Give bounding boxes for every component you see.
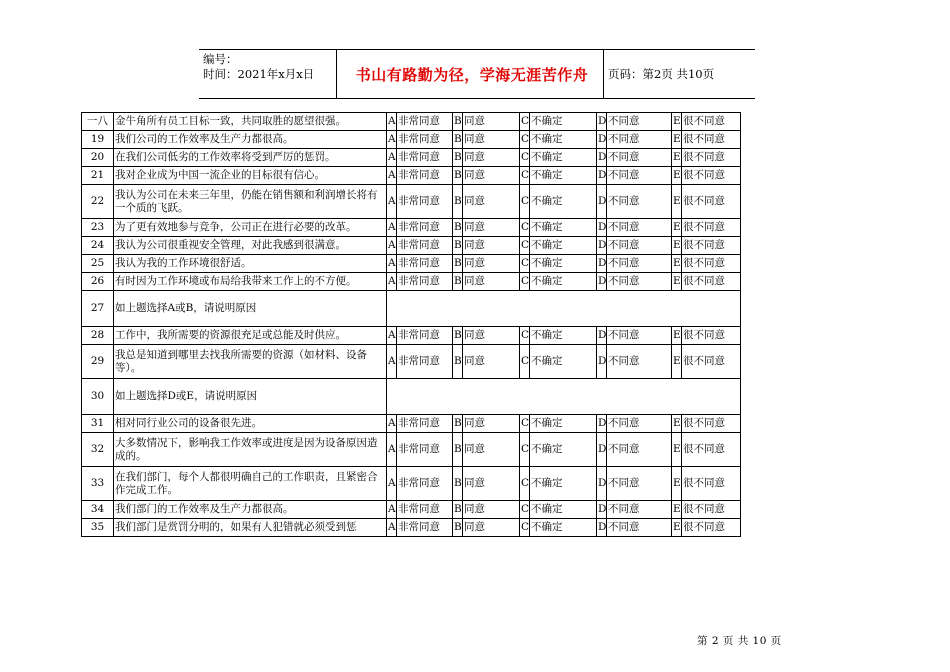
option-letter[interactable]: B (453, 219, 463, 237)
question-number: 33 (82, 467, 114, 501)
option-label[interactable]: 很不同意 (682, 501, 741, 519)
option-label[interactable]: 很不同意 (682, 255, 741, 273)
time-label: 时间：2021年x月x日 (203, 67, 315, 81)
option-label[interactable]: 同意 (463, 415, 520, 433)
option-letter[interactable]: D (597, 345, 607, 379)
question-number: 25 (82, 255, 114, 273)
question-row (82, 467, 741, 501)
question-text: 在我们公司低劣的工作效率将受到严厉的惩罚。 (114, 149, 387, 167)
option-label[interactable]: 非常同意 (397, 273, 453, 291)
option-letter[interactable]: E (672, 273, 682, 291)
header-meta (203, 52, 314, 82)
option-label[interactable]: 不确定 (530, 149, 597, 167)
option-letter[interactable]: D (597, 131, 607, 149)
option-letter[interactable]: D (597, 433, 607, 467)
option-label[interactable]: 不确定 (530, 501, 597, 519)
option-letter[interactable]: C (520, 131, 530, 149)
serial-label: 编号： (203, 52, 238, 66)
question-text: 金牛角所有员工目标一致，共同取胜的愿望很强。 (114, 113, 387, 131)
option-letter[interactable]: E (672, 519, 682, 537)
option-letter[interactable]: D (597, 113, 607, 131)
option-letter[interactable]: A (387, 501, 397, 519)
option-label[interactable]: 同意 (463, 131, 520, 149)
option-letter[interactable]: C (520, 255, 530, 273)
question-row (82, 237, 741, 255)
option-label[interactable]: 不同意 (607, 327, 672, 345)
option-letter[interactable]: D (597, 167, 607, 185)
option-label[interactable]: 同意 (463, 167, 520, 185)
option-label[interactable]: 非常同意 (397, 237, 453, 255)
option-letter[interactable]: E (672, 149, 682, 167)
question-number: 30 (82, 379, 114, 415)
option-label[interactable]: 同意 (463, 237, 520, 255)
option-letter[interactable]: D (597, 327, 607, 345)
option-label[interactable]: 不确定 (530, 185, 597, 219)
option-label[interactable]: 非常同意 (397, 327, 453, 345)
question-text: 有时因为工作环境或布局给我带来工作上的不方便。 (114, 273, 387, 291)
question-number: 32 (82, 433, 114, 467)
option-letter[interactable]: A (387, 219, 397, 237)
option-label[interactable]: 不同意 (607, 345, 672, 379)
question-number: 21 (82, 167, 114, 185)
option-letter[interactable]: D (597, 519, 607, 537)
option-letter[interactable]: B (453, 237, 463, 255)
option-label[interactable]: 非常同意 (397, 433, 453, 467)
option-letter[interactable]: B (453, 167, 463, 185)
option-letter[interactable]: C (520, 327, 530, 345)
option-label[interactable]: 不同意 (607, 501, 672, 519)
option-label[interactable]: 非常同意 (397, 219, 453, 237)
option-letter[interactable]: C (520, 219, 530, 237)
option-label[interactable]: 很不同意 (682, 467, 741, 501)
option-letter[interactable]: E (672, 345, 682, 379)
option-letter[interactable]: E (672, 415, 682, 433)
question-row (82, 345, 741, 379)
option-label[interactable]: 不同意 (607, 167, 672, 185)
page-footer: 第 2 页 共 10 页 (697, 635, 782, 647)
option-letter[interactable]: E (672, 131, 682, 149)
option-letter[interactable]: B (453, 519, 463, 537)
option-label[interactable]: 非常同意 (397, 501, 453, 519)
option-label[interactable]: 同意 (463, 327, 520, 345)
option-label[interactable]: 很不同意 (682, 167, 741, 185)
option-letter[interactable]: A (387, 237, 397, 255)
option-label[interactable]: 同意 (463, 467, 520, 501)
option-letter[interactable]: B (453, 255, 463, 273)
option-label[interactable]: 不同意 (607, 273, 672, 291)
option-label[interactable]: 不同意 (607, 255, 672, 273)
question-text: 为了更有效地参与竞争，公司正在进行必要的改革。 (114, 219, 387, 237)
option-label[interactable]: 不同意 (607, 113, 672, 131)
option-letter[interactable]: C (520, 237, 530, 255)
option-label[interactable]: 很不同意 (682, 327, 741, 345)
option-letter[interactable]: B (453, 467, 463, 501)
option-letter[interactable]: A (387, 433, 397, 467)
option-letter[interactable]: C (520, 433, 530, 467)
question-row (82, 415, 741, 433)
question-row (82, 113, 741, 131)
survey-table (81, 112, 741, 537)
option-letter[interactable]: D (597, 467, 607, 501)
question-text: 相对同行业公司的设备很先进。 (114, 415, 387, 433)
question-text: 工作中，我所需要的资源很充足或总能及时供应。 (114, 327, 387, 345)
option-letter[interactable]: D (597, 149, 607, 167)
header-motto: 书山有路勤为径，学海无涯苦作舟 (355, 65, 589, 84)
option-letter[interactable]: B (453, 345, 463, 379)
option-label[interactable]: 不确定 (530, 345, 597, 379)
option-label[interactable]: 不同意 (607, 149, 672, 167)
option-letter[interactable]: E (672, 237, 682, 255)
question-text: 我们部门的工作效率及生产力都很高。 (114, 501, 387, 519)
option-letter[interactable]: B (453, 131, 463, 149)
option-letter[interactable]: E (672, 327, 682, 345)
question-text: 我认为公司很重视安全管理，对此我感到很满意。 (114, 237, 387, 255)
option-letter[interactable]: C (520, 519, 530, 537)
option-letter[interactable]: E (672, 167, 682, 185)
question-text: 在我们部门，每个人都很明确自己的工作职责，且紧密合作完成工作。 (114, 467, 387, 501)
question-text: 大多数情况下，影响我工作效率或进度是因为设备原因造成的。 (114, 433, 387, 467)
option-letter[interactable]: C (520, 345, 530, 379)
option-label[interactable]: 非常同意 (397, 167, 453, 185)
page-header (199, 49, 755, 99)
question-row (82, 291, 741, 327)
question-text: 我对企业成为中国一流企业的目标很有信心。 (114, 167, 387, 185)
option-label[interactable]: 不同意 (607, 433, 672, 467)
option-label[interactable]: 不确定 (530, 519, 597, 537)
reason-answer-field[interactable] (387, 379, 741, 415)
option-letter[interactable]: B (453, 273, 463, 291)
question-number: 29 (82, 345, 114, 379)
option-label[interactable]: 很不同意 (682, 113, 741, 131)
question-text: 如上题选择A或B，请说明原因 (114, 291, 387, 327)
option-label[interactable]: 同意 (463, 501, 520, 519)
option-label[interactable]: 非常同意 (397, 415, 453, 433)
option-letter[interactable]: A (387, 167, 397, 185)
option-label[interactable]: 不确定 (530, 131, 597, 149)
option-letter[interactable]: A (387, 467, 397, 501)
option-label[interactable]: 不确定 (530, 433, 597, 467)
option-label[interactable]: 同意 (463, 255, 520, 273)
option-letter[interactable]: B (453, 185, 463, 219)
option-letter[interactable]: E (672, 113, 682, 131)
option-letter[interactable]: E (672, 185, 682, 219)
option-letter[interactable]: B (453, 433, 463, 467)
reason-answer-field[interactable] (387, 291, 741, 327)
question-number: 一八 (82, 113, 114, 131)
option-label[interactable]: 同意 (463, 219, 520, 237)
option-label[interactable]: 不同意 (607, 185, 672, 219)
option-letter[interactable]: E (672, 501, 682, 519)
option-label[interactable]: 不同意 (607, 415, 672, 433)
option-label[interactable]: 很不同意 (682, 237, 741, 255)
option-letter[interactable]: B (453, 149, 463, 167)
option-letter[interactable]: A (387, 519, 397, 537)
option-label[interactable]: 很不同意 (682, 219, 741, 237)
option-label[interactable]: 同意 (463, 185, 520, 219)
option-label[interactable]: 不确定 (530, 167, 597, 185)
header-page-code: 页码：第2页 共10页 (608, 67, 715, 81)
option-letter[interactable]: B (453, 501, 463, 519)
option-label[interactable]: 不确定 (530, 113, 597, 131)
question-row (82, 185, 741, 219)
question-number: 28 (82, 327, 114, 345)
question-row (82, 519, 741, 537)
option-label[interactable]: 同意 (463, 345, 520, 379)
question-number: 19 (82, 131, 114, 149)
option-label[interactable]: 很不同意 (682, 185, 741, 219)
option-label[interactable]: 不确定 (530, 467, 597, 501)
option-label[interactable]: 非常同意 (397, 345, 453, 379)
option-letter[interactable]: A (387, 415, 397, 433)
question-text: 我们公司的工作效率及生产力都很高。 (114, 131, 387, 149)
option-label[interactable]: 不确定 (530, 273, 597, 291)
option-letter[interactable]: C (520, 149, 530, 167)
option-letter[interactable]: A (387, 149, 397, 167)
question-text: 我认为公司在未来三年里，仍能在销售额和利润增长将有一个质的飞跃。 (114, 185, 387, 219)
option-label[interactable]: 同意 (463, 149, 520, 167)
option-label[interactable]: 很不同意 (682, 345, 741, 379)
question-text: 如上题选择D或E，请说明原因 (114, 379, 387, 415)
option-letter[interactable]: C (520, 467, 530, 501)
question-row (82, 219, 741, 237)
option-label[interactable]: 很不同意 (682, 149, 741, 167)
option-letter[interactable]: D (597, 219, 607, 237)
option-letter[interactable]: A (387, 327, 397, 345)
option-letter[interactable]: A (387, 131, 397, 149)
option-label[interactable]: 非常同意 (397, 149, 453, 167)
question-row (82, 379, 741, 415)
option-letter[interactable]: D (597, 237, 607, 255)
option-letter[interactable]: A (387, 273, 397, 291)
option-letter[interactable]: D (597, 255, 607, 273)
option-label[interactable]: 非常同意 (397, 185, 453, 219)
option-label[interactable]: 不同意 (607, 519, 672, 537)
question-row (82, 131, 741, 149)
option-letter[interactable]: D (597, 185, 607, 219)
option-label[interactable]: 很不同意 (682, 273, 741, 291)
option-label[interactable]: 同意 (463, 433, 520, 467)
option-label[interactable]: 很不同意 (682, 519, 741, 537)
option-label[interactable]: 非常同意 (397, 131, 453, 149)
option-letter[interactable]: C (520, 167, 530, 185)
question-number: 27 (82, 291, 114, 327)
option-label[interactable]: 很不同意 (682, 131, 741, 149)
option-label[interactable]: 非常同意 (397, 255, 453, 273)
question-number: 24 (82, 237, 114, 255)
question-number: 26 (82, 273, 114, 291)
option-letter[interactable]: C (520, 501, 530, 519)
question-row (82, 327, 741, 345)
option-letter[interactable]: D (597, 273, 607, 291)
option-letter[interactable]: E (672, 255, 682, 273)
option-letter[interactable]: D (597, 501, 607, 519)
option-letter[interactable]: A (387, 345, 397, 379)
option-label[interactable]: 不同意 (607, 467, 672, 501)
option-letter[interactable]: B (453, 327, 463, 345)
option-label[interactable]: 不确定 (530, 237, 597, 255)
question-row (82, 501, 741, 519)
option-letter[interactable]: B (453, 113, 463, 131)
option-label[interactable]: 不确定 (530, 327, 597, 345)
header-divider (336, 50, 337, 98)
question-row (82, 149, 741, 167)
question-row (82, 273, 741, 291)
question-row (82, 433, 741, 467)
question-number: 22 (82, 185, 114, 219)
option-letter[interactable]: C (520, 185, 530, 219)
option-label[interactable]: 非常同意 (397, 519, 453, 537)
option-label[interactable]: 不同意 (607, 131, 672, 149)
option-letter[interactable]: C (520, 113, 530, 131)
option-letter[interactable]: E (672, 433, 682, 467)
option-letter[interactable]: A (387, 113, 397, 131)
option-label[interactable]: 不确定 (530, 255, 597, 273)
question-text: 我认为我的工作环境很舒适。 (114, 255, 387, 273)
option-label[interactable]: 不同意 (607, 219, 672, 237)
question-text: 我总是知道到哪里去找我所需要的资源（如材料、设备等）。 (114, 345, 387, 379)
option-letter[interactable]: A (387, 255, 397, 273)
option-label[interactable]: 同意 (463, 273, 520, 291)
option-label[interactable]: 非常同意 (397, 467, 453, 501)
option-label[interactable]: 很不同意 (682, 433, 741, 467)
option-letter[interactable]: D (597, 415, 607, 433)
option-label[interactable]: 同意 (463, 113, 520, 131)
option-label[interactable]: 非常同意 (397, 113, 453, 131)
option-label[interactable]: 同意 (463, 519, 520, 537)
question-row (82, 167, 741, 185)
option-letter[interactable]: B (453, 415, 463, 433)
question-number: 23 (82, 219, 114, 237)
header-divider (603, 50, 604, 98)
option-letter[interactable]: C (520, 273, 530, 291)
question-row (82, 255, 741, 273)
question-number: 31 (82, 415, 114, 433)
option-letter[interactable]: E (672, 467, 682, 501)
option-letter[interactable]: E (672, 219, 682, 237)
option-letter[interactable]: C (520, 415, 530, 433)
question-text: 我们部门是赏罚分明的，如果有人犯错就必须受到惩 (114, 519, 387, 537)
option-label[interactable]: 不同意 (607, 237, 672, 255)
question-number: 20 (82, 149, 114, 167)
option-label[interactable]: 很不同意 (682, 415, 741, 433)
option-label[interactable]: 不确定 (530, 219, 597, 237)
option-letter[interactable]: A (387, 185, 397, 219)
question-number: 34 (82, 501, 114, 519)
question-number: 35 (82, 519, 114, 537)
survey-rows (82, 113, 741, 537)
option-label[interactable]: 不确定 (530, 415, 597, 433)
